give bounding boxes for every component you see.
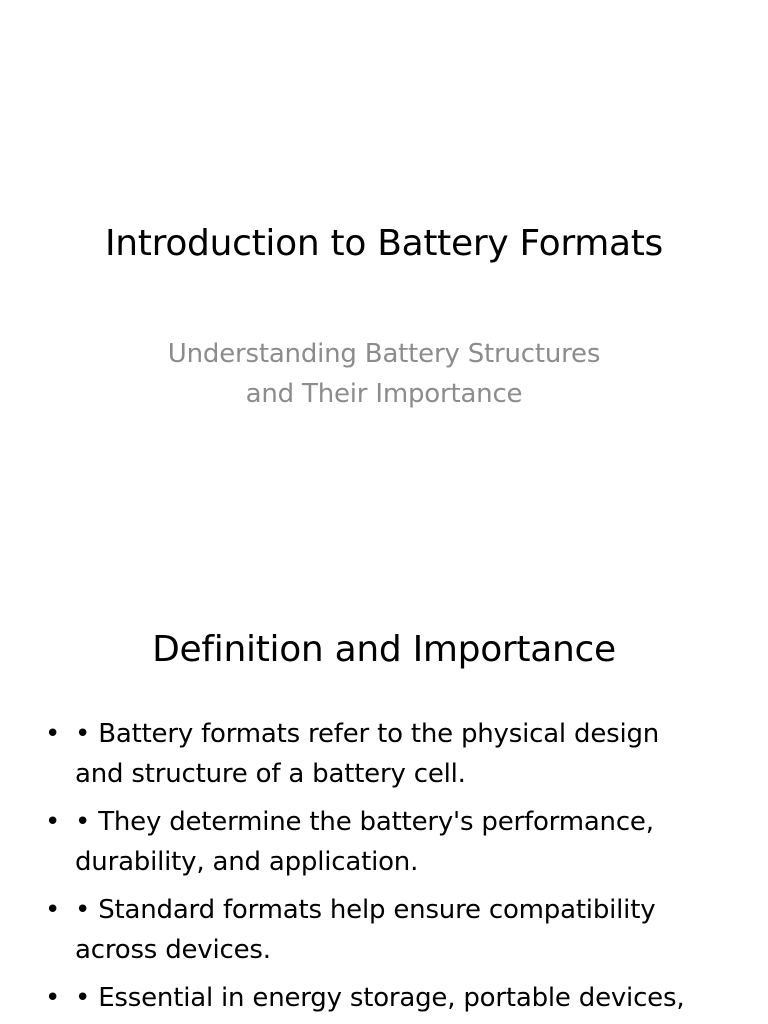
bullet-item — [40, 978, 740, 1018]
bullet-text-line: durability, and application. — [75, 847, 419, 877]
subtitle-line-1: Understanding Battery Structures — [167, 339, 601, 369]
bullet-item — [40, 890, 740, 970]
bullet-marker-icon: • — [45, 719, 61, 749]
bullet-text-line: • They determine the battery's performance, — [75, 807, 654, 837]
bullet-text-line: • Essential in energy storage, portable devices, — [75, 983, 685, 1013]
bullet-marker-icon: • — [45, 807, 61, 837]
bullet-text-line: • Battery formats refer to the physical design — [75, 719, 660, 749]
bullet-text-line: • Standard formats help ensure compatibility — [75, 895, 656, 925]
bullet-marker-icon: • — [45, 895, 61, 925]
slide-title: Definition and Importance — [152, 629, 616, 670]
slide-subtitle — [0, 334, 768, 414]
bullet-item — [40, 714, 740, 794]
bullet-text-line: across devices. — [75, 935, 271, 965]
slide-title: Introduction to Battery Formats — [104, 223, 664, 264]
bullet-text-line: and structure of a battery cell. — [75, 759, 466, 789]
subtitle-line-2: and Their Importance — [245, 379, 523, 409]
content-slide — [0, 576, 768, 1024]
bullet-list — [40, 714, 740, 1024]
bullet-item — [40, 802, 740, 882]
bullet-marker-icon: • — [45, 983, 61, 1013]
